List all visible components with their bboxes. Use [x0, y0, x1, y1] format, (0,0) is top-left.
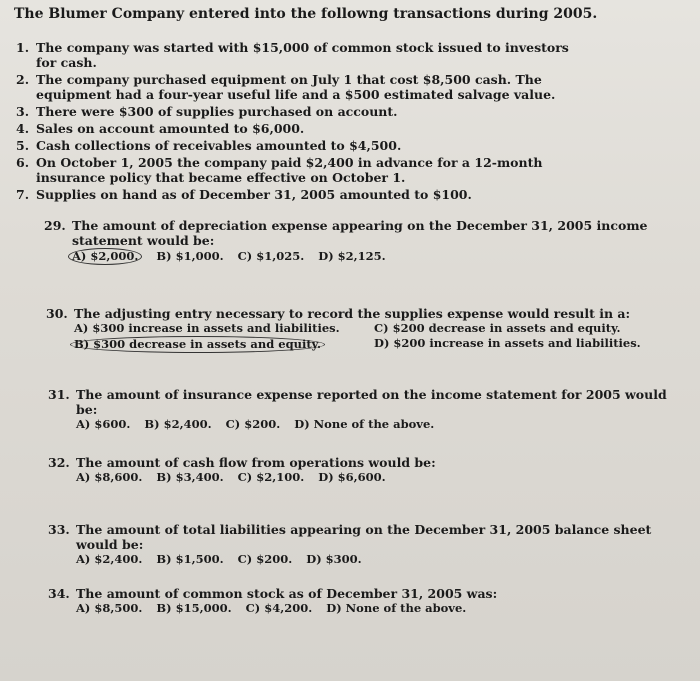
choice-c[interactable]: C) $1,025. [237, 249, 305, 263]
answer-choices [48, 601, 678, 616]
item-number: 4. [16, 121, 30, 136]
list-item [16, 138, 576, 153]
question-stem: The amount of depreciation expense appearing on the December 31, 2005 income statement would be: [72, 218, 648, 248]
choice-d[interactable]: D) None of the above. [326, 601, 467, 615]
choice-d[interactable]: D) $200 increase in assets and liabilities. [374, 336, 641, 350]
choice-a[interactable]: A) $300 increase in assets and liabilities. [74, 321, 340, 335]
choice-b[interactable]: B) $2,400. [144, 417, 212, 431]
item-text: The company purchased equipment on July 1 that cost $8,500 cash. The equipment had a four-year useful life and a $500 estimated salvage value. [36, 72, 556, 102]
list-item [16, 155, 576, 185]
choice-a[interactable]: A) $2,400. [76, 552, 143, 566]
choice-c[interactable]: C) $2,100. [237, 470, 305, 484]
item-number: 2. [16, 72, 30, 87]
document-title: The Blumer Company entered into the followng transactions during 2005. [14, 6, 598, 22]
choice-b[interactable]: B) $1,500. [156, 552, 224, 566]
choice-b[interactable]: B) $1,000. [156, 249, 224, 263]
question-34 [48, 586, 678, 616]
answer-choices [48, 552, 678, 567]
question-stem: The amount of common stock as of December 31, 2005 was: [76, 586, 498, 601]
question-stem: The amount of total liabilities appearing on the December 31, 2005 balance sheet would be: [76, 522, 652, 552]
choice-c[interactable]: C) $200 decrease in assets and equity. [374, 321, 621, 335]
question-33 [48, 522, 678, 567]
question-number: 32. [48, 455, 70, 470]
item-text: On October 1, 2005 the company paid $2,400 in advance for a 12-month insurance policy that became effective on October 1. [36, 155, 543, 185]
item-text: Sales on account amounted to $6,000. [36, 121, 305, 136]
item-number: 6. [16, 155, 30, 170]
answer-choices [44, 248, 674, 265]
choice-c[interactable]: C) $4,200. [245, 601, 313, 615]
item-text: There were $300 of supplies purchased on account. [36, 104, 398, 119]
question-stem: The amount of cash flow from operations would be: [76, 455, 436, 470]
list-item [16, 72, 576, 102]
question-number: 29. [44, 218, 66, 233]
question-32 [48, 455, 678, 485]
question-number: 34. [48, 586, 70, 601]
choice-c[interactable]: C) $200. [225, 417, 281, 431]
choice-a[interactable]: A) $2,000. [68, 248, 142, 265]
question-number: 33. [48, 522, 70, 537]
list-item [16, 121, 576, 136]
answer-choices [46, 321, 676, 353]
choice-b[interactable]: B) $300 decrease in assets and equity. [70, 336, 325, 353]
choice-d[interactable]: D) $6,600. [318, 470, 386, 484]
choice-c[interactable]: C) $200. [237, 552, 293, 566]
item-number: 5. [16, 138, 30, 153]
question-31 [48, 387, 678, 432]
choice-a[interactable]: A) $8,600. [76, 470, 143, 484]
item-text: Cash collections of receivables amounted to $4,500. [36, 138, 402, 153]
question-30 [46, 306, 676, 353]
answer-choices [48, 417, 678, 432]
list-item [16, 104, 576, 119]
item-number: 7. [16, 187, 30, 202]
transaction-list [16, 40, 576, 204]
choice-b[interactable]: B) $3,400. [156, 470, 224, 484]
item-text: Supplies on hand as of December 31, 2005 amounted to $100. [36, 187, 472, 202]
item-number: 1. [16, 40, 30, 55]
item-text: The company was started with $15,000 of common stock issued to investors for cash. [36, 40, 569, 70]
choice-d[interactable]: D) None of the above. [294, 417, 435, 431]
question-number: 31. [48, 387, 70, 402]
question-stem: The adjusting entry necessary to record the supplies expense would result in a: [74, 306, 631, 321]
choice-d[interactable]: D) $300. [306, 552, 362, 566]
question-number: 30. [46, 306, 68, 321]
choice-a[interactable]: A) $600. [76, 417, 131, 431]
question-29 [44, 218, 674, 265]
list-item [16, 40, 576, 70]
choice-b[interactable]: B) $15,000. [156, 601, 232, 615]
choice-d[interactable]: D) $2,125. [318, 249, 386, 263]
list-item [16, 187, 576, 202]
choice-a[interactable]: A) $8,500. [76, 601, 143, 615]
question-stem: The amount of insurance expense reported on the income statement for 2005 would be: [76, 387, 667, 417]
answer-choices [48, 470, 678, 485]
item-number: 3. [16, 104, 30, 119]
